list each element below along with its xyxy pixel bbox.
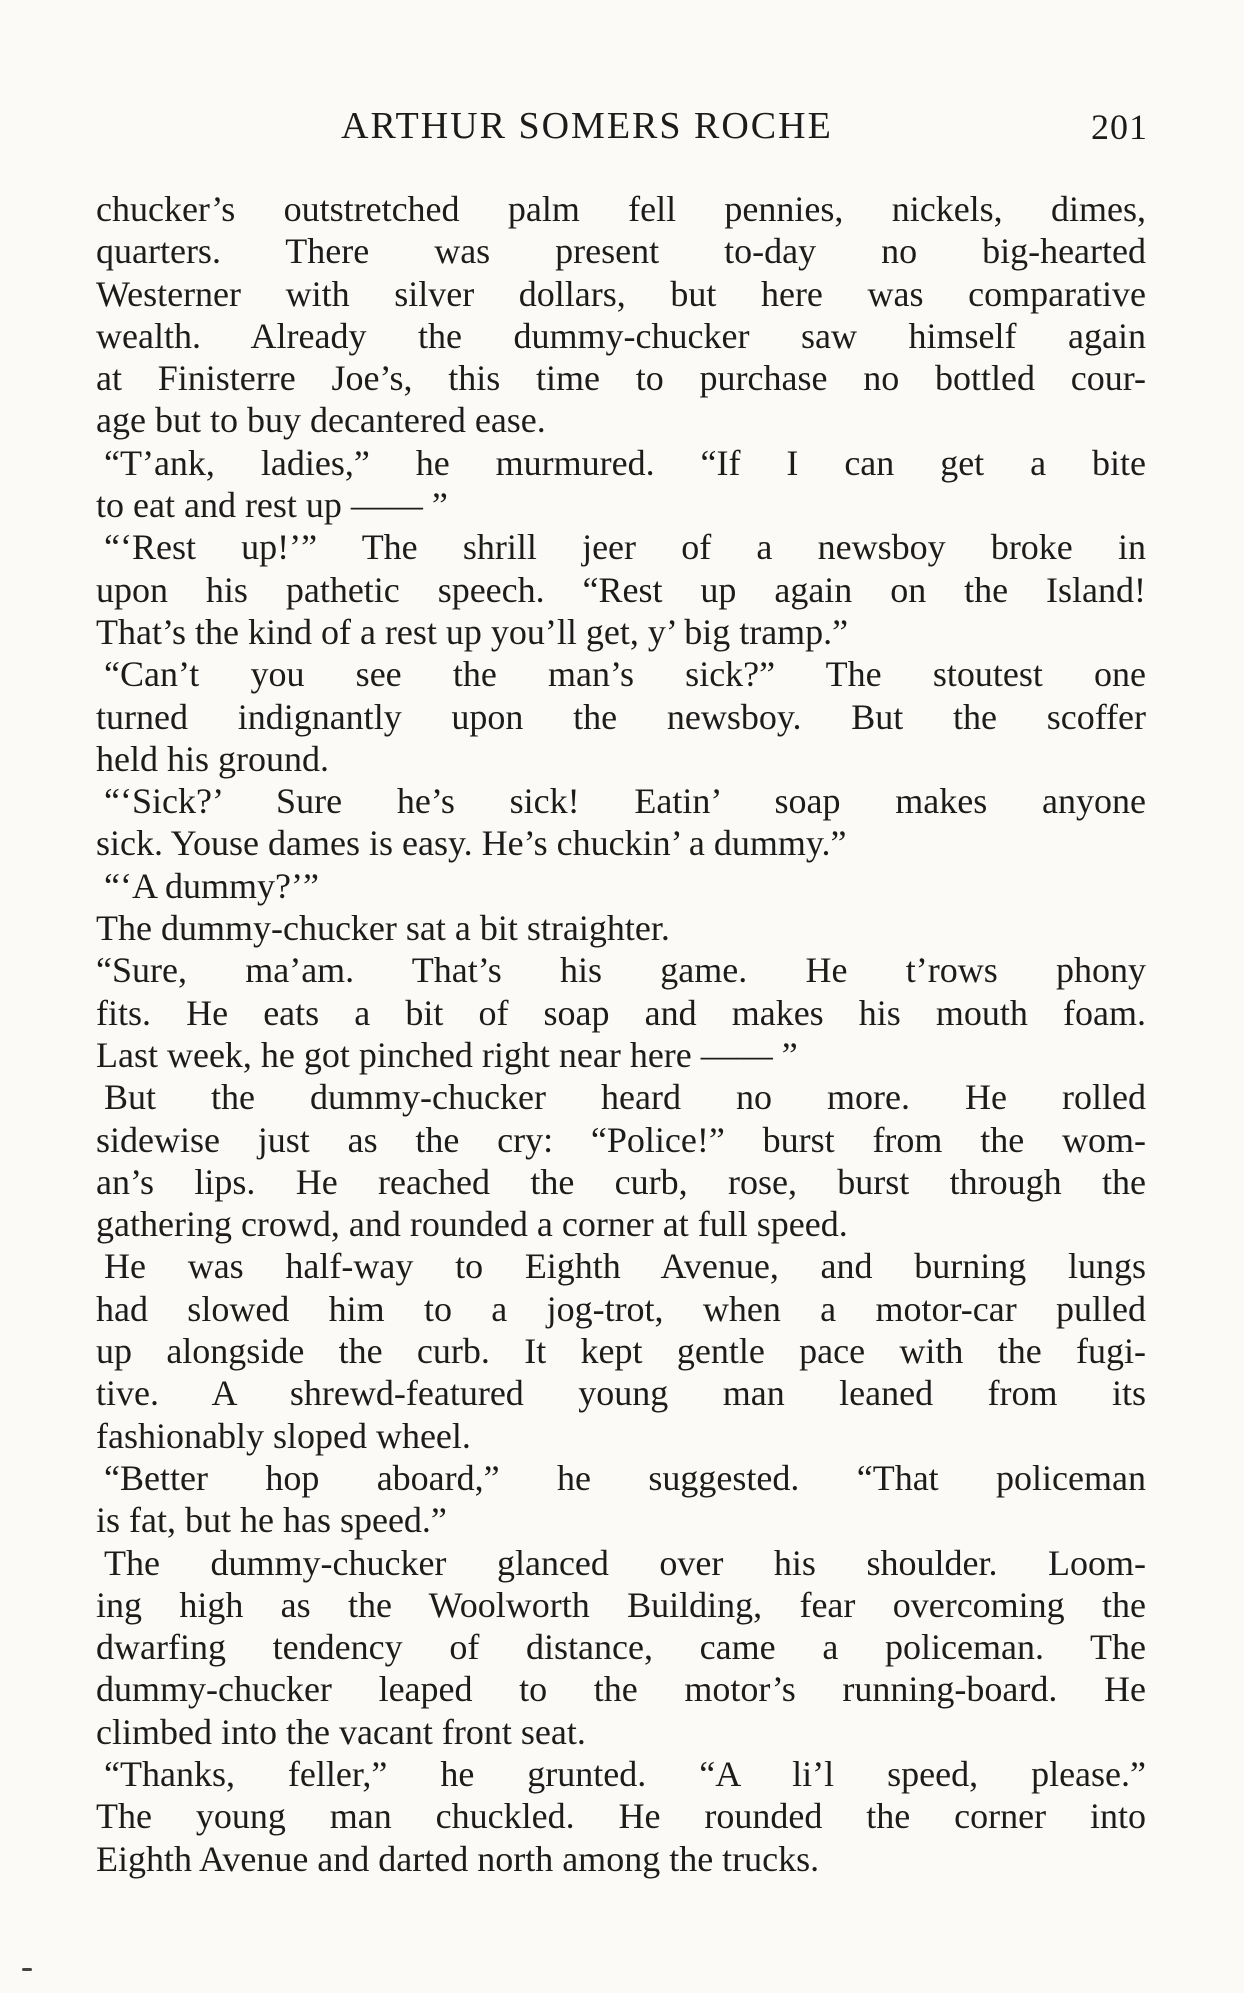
text-line: “T’ank, ladies,” he murmured. “If I can get a bite bbox=[104, 442, 1146, 483]
text-line: turned indignantly upon the newsboy. But the scoffer bbox=[96, 696, 1146, 737]
text-line: climbed into the vacant front seat. bbox=[96, 1711, 586, 1752]
text-line: But the dummy-chucker heard no more. He rolled bbox=[104, 1077, 1146, 1118]
text-line: The dummy-chucker sat a bit straighter. bbox=[96, 908, 670, 949]
text-line: “Thanks, feller,” he grunted. “A li’l speed, please.” bbox=[104, 1753, 1146, 1794]
text-line: Westerner with silver dollars, but here was comparative bbox=[96, 273, 1146, 314]
text-line: an’s lips. He reached the curb, rose, burst through the bbox=[96, 1161, 1146, 1202]
text-line: “Better hop aboard,” he suggested. “That policeman bbox=[104, 1457, 1146, 1498]
text-line: to eat and rest up —— ” bbox=[96, 485, 448, 526]
text-line: age but to buy decantered ease. bbox=[96, 400, 546, 441]
text-line: upon his pathetic speech. “Rest up again on the Island! bbox=[96, 569, 1146, 610]
running-head-author: ARTHUR SOMERS ROCHE bbox=[341, 105, 833, 147]
text-line: had slowed him to a jog-trot, when a motor-car pulled bbox=[96, 1288, 1146, 1329]
text-line: at Finisterre Joe’s, this time to purchase no bottled cour- bbox=[96, 358, 1146, 399]
text-line: tive. A shrewd-featured young man leaned from its bbox=[96, 1373, 1146, 1414]
text-line: The dummy-chucker glanced over his shoulder. Loom- bbox=[104, 1542, 1146, 1583]
text-line: dummy-chucker leaped to the motor’s running-board. He bbox=[96, 1669, 1146, 1710]
text-line: wealth. Already the dummy-chucker saw himself again bbox=[96, 315, 1146, 356]
body-text bbox=[96, 188, 1146, 1880]
text-line: ing high as the Woolworth Building, fear overcoming the bbox=[96, 1584, 1146, 1625]
text-line: dwarfing tendency of distance, came a policeman. The bbox=[96, 1627, 1146, 1668]
text-line: gathering crowd, and rounded a corner at full speed. bbox=[96, 1204, 848, 1245]
text-line: fashionably sloped wheel. bbox=[96, 1415, 471, 1456]
text-line: He was half-way to Eighth Avenue, and burning lungs bbox=[104, 1246, 1146, 1287]
text-line: held his ground. bbox=[96, 738, 329, 779]
page-number: 201 bbox=[1091, 107, 1148, 147]
text-line: Eighth Avenue and darted north among the trucks. bbox=[96, 1838, 820, 1879]
text-line: “‘Sick?’ Sure he’s sick! Eatin’ soap makes anyone bbox=[104, 781, 1146, 822]
text-line: is fat, but he has speed.” bbox=[96, 1500, 447, 1541]
text-line: sidewise just as the cry: “Police!” burst from the wom- bbox=[96, 1119, 1146, 1160]
text-line: quarters. There was present to-day no big-hearted bbox=[96, 231, 1146, 272]
text-line: chucker’s outstretched palm fell pennies, nickels, dimes, bbox=[96, 189, 1146, 229]
text-line: “Can’t you see the man’s sick?” The stoutest one bbox=[104, 654, 1146, 695]
text-line: up alongside the curb. It kept gentle pace with the fugi- bbox=[96, 1331, 1146, 1372]
text-line: fits. He eats a bit of soap and makes his mouth foam. bbox=[96, 992, 1146, 1033]
text-line: The young man chuckled. He rounded the corner into bbox=[96, 1796, 1146, 1837]
print-speck bbox=[22, 1968, 32, 1971]
text-line: “Sure, ma’am. That’s his game. He t’rows phony bbox=[96, 950, 1146, 991]
text-line: “‘Rest up!’” The shrill jeer of a newsboy broke in bbox=[104, 527, 1146, 568]
text-line: That’s the kind of a rest up you’ll get, y’ big tramp.” bbox=[96, 611, 849, 652]
text-line: “‘A dummy?’” bbox=[104, 865, 319, 906]
text-line: sick. Youse dames is easy. He’s chuckin’ a dummy.” bbox=[96, 823, 847, 864]
running-head bbox=[98, 104, 1148, 154]
text-line: Last week, he got pinched right near here —— ” bbox=[96, 1034, 798, 1075]
